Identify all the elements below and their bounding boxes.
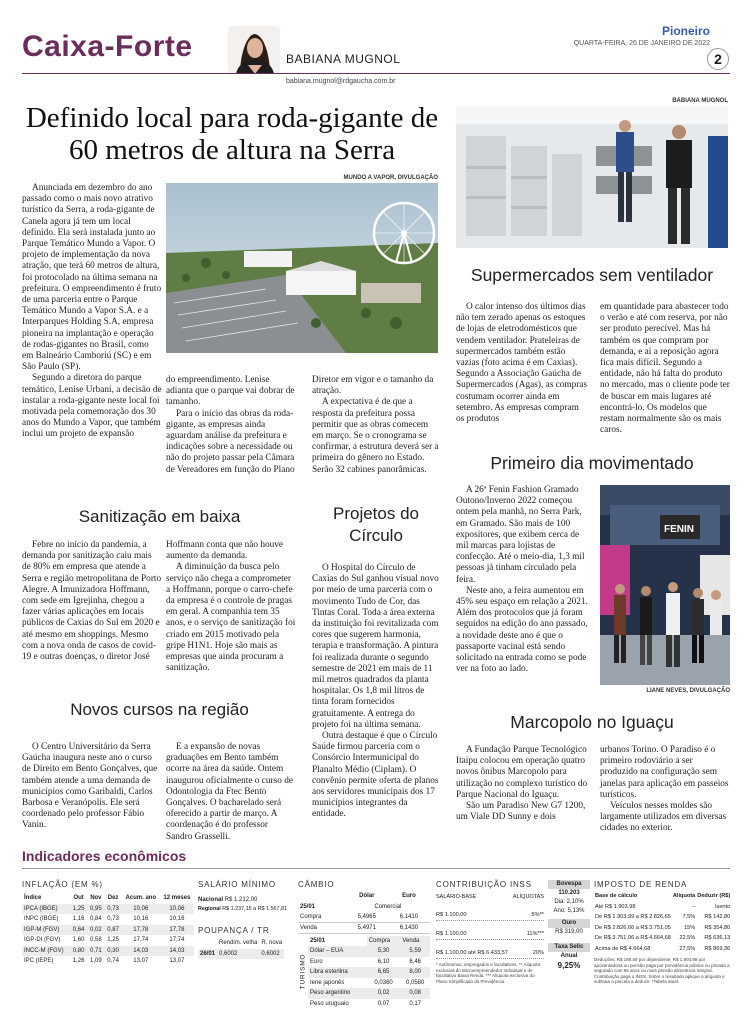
table-cell: 14,03	[160, 946, 194, 957]
table-cell: 0,02	[367, 988, 401, 999]
table-cell: 0,07	[377, 1000, 390, 1007]
columnist-email[interactable]: babiana.mugnol@rdgaucha.com.br	[286, 78, 396, 85]
paragraph: A Fundação Parque Tecnológico Itaipu colocou em operação quatro novos ônibus Marcopolo para utilização no complexo turístico do Parque Nacional do Iguaçu.	[456, 745, 588, 800]
table-cell: 5,4971	[357, 924, 376, 931]
table-cell: 10,16	[169, 916, 185, 923]
novos-cursos-headline: Novos cursos na região	[70, 700, 249, 719]
supermarket-shelves-photo	[456, 106, 728, 248]
inflation-table	[22, 893, 194, 967]
table-cell: 1,16	[72, 916, 85, 923]
inss-row	[436, 930, 544, 940]
paragraph: E a expansão de novas graduações em Bento também ocorre na área da saúde. Ontem inaugurou oficialmente o curso de Odontologia da Ftec Bento Gonçalves. O bacharelado será oferecido a partir de março. A coordenação é do professor Sandro Grasselli.	[166, 742, 294, 842]
table-cell: –	[692, 903, 696, 910]
masthead: Caixa-Forte	[22, 30, 193, 63]
table-row	[594, 923, 731, 934]
table-cell: 14,03	[122, 946, 160, 957]
table-cell: 22,5%	[679, 935, 696, 942]
table-row	[308, 988, 430, 999]
income-tax-box	[594, 880, 730, 985]
inss-salary-base: R$ 1.100,00	[436, 912, 467, 918]
table-header: Nov	[90, 895, 102, 902]
table-cell: 1,26	[72, 958, 85, 965]
photo-credit: MUNDO A VAPOR, DIVULGAÇÃO	[343, 175, 438, 181]
table-cell: IPCA (IBGE)	[22, 904, 70, 915]
table-cell: 0,80	[70, 946, 87, 957]
table-cell: 6,1430	[399, 924, 419, 931]
paragraph: do empreendimento. Lenise adianta que o parque vai dobrar de tamanho.	[166, 375, 295, 408]
table-cell: 13,07	[169, 958, 185, 965]
table-row	[22, 946, 194, 957]
table-header: 12 meses	[163, 895, 191, 902]
paragraph: urbanos Torino. O Paradiso é o primeiro rodoviário a ser produzido na configuração sem janelas para aplicação em passeios turísticos.	[600, 745, 729, 800]
table-cell: Peso uruguaio	[310, 1000, 349, 1007]
paragraph: A diminuição da busca pelo serviço não chega a comprometer a Hoffmann, porque o carro-chefe da empresa é o controle de pragas em geral. A companhia tem 35 anos, e o serviço de sanitização foi criado em 2015 motivado pela gripe H1N1. Hoje são mais as empresas que ainda procuram a sanitização.	[166, 562, 296, 674]
sanitizacao-column-2	[166, 540, 296, 674]
income-tax-title: IMPOSTO DE RENDA	[594, 880, 688, 889]
regional-wage: R$ 1.237,15 a R$ 1.567,81	[222, 906, 288, 912]
newspaper-brand: Pioneiro	[661, 24, 710, 38]
publication-date: QUARTA-FEIRA, 26 DE JANEIRO DE 2022	[573, 40, 710, 47]
table-cell: 6,1410	[399, 914, 419, 920]
marcopolo-headline: Marcopolo no Iguaçu	[510, 712, 674, 732]
sanitizacao-column-1	[22, 540, 162, 663]
bovespa-value: 110.203	[558, 890, 580, 896]
inflation-title: INFLAÇÃO (EM %)	[22, 880, 103, 889]
table-row	[308, 957, 430, 968]
savings-table	[198, 938, 284, 959]
table-header: Compra	[367, 936, 401, 947]
savings-title: POUPANÇA / TR	[198, 926, 270, 935]
table-cell: Peso argentino	[308, 988, 367, 999]
table-cell: R$ 354,80	[704, 924, 731, 931]
table-cell: 6,65	[367, 967, 401, 978]
exchange-commercial-table	[298, 891, 430, 934]
ferris-wheel-render-photo	[166, 183, 438, 353]
paragraph: São um Paradiso New G7 1200, um Viale DD Sunny e dois	[456, 801, 586, 823]
table-cell: Libra esterlina	[308, 967, 367, 978]
turismo-label: TURISMO	[299, 953, 307, 990]
paragraph: Febre no início da pandemia, a demanda por sanitização caiu mais de 80% em empresa que atende a Serra e região metropolitana de Porto Alegre. A Imunizadora Hoffmann, com sede em Igrejinha, chegou a fazer várias aplicações em locais públicos de Caxias do Sul em 2020 e até mesmo em shoppings. Mesmo com a nova onda de casos de covid-19 e outras doenças, o diretor José	[22, 540, 162, 663]
table-cell: Acima de R$ 4.664,68	[595, 945, 651, 952]
table-cell: 8,00	[400, 967, 430, 978]
table-cell: 5,30	[367, 946, 401, 957]
supermercados-column-1	[456, 302, 588, 425]
table-cell: De R$ 1.903,99 a R$ 2.826,65	[595, 914, 671, 921]
table-cell: 17,78	[122, 925, 160, 936]
selic-subtitle: Anual	[560, 953, 578, 959]
primeiro-dia-column	[456, 485, 592, 675]
table-header	[298, 891, 346, 902]
gold-title: Ouro	[548, 919, 590, 928]
inss-box	[436, 880, 544, 984]
columnist-photo	[228, 26, 280, 74]
table-cell: 0,02	[87, 925, 104, 936]
table-cell: 0,64	[70, 925, 87, 936]
table-header: Acum. ano	[125, 895, 157, 902]
paragraph: Diretor em vigor e o tamanho da atração.	[312, 375, 434, 397]
inss-salary-base: R$ 1.100,00 até R$ 6.433,57	[436, 950, 508, 956]
table-cell: 17,74	[169, 937, 185, 944]
novos-cursos-column-2	[166, 742, 296, 843]
header-divider	[22, 73, 730, 74]
bovespa-day: Dia: 2,10%	[554, 899, 584, 905]
table-row	[22, 904, 194, 915]
income-tax-notes: Deduções: R$ 189,59 por dependente, R$ 1.903,98 por aposentadoria ou pensão paga por previdência pública ou privada a segurado com 65 anos ou mais pensão alimentícia integral. Contribuição paga o INSS. Sobre o resultado aplique a alíquota e subtraia a parcela a deduzir. *Tabela atual.	[594, 957, 730, 984]
table-header: Venda	[400, 936, 430, 947]
table-cell: 10,06	[122, 904, 160, 915]
paragraph: Anunciada em dezembro do ano passado como o mais novo atrativo turístico da Serra, a roda-gigante de Canela agora já tem um local definido. Ela será instalada junto ao Parque Temático Mundo a Vapor. O projeto de implementação da nova atração, que terá 60 metros de altura, foi protocolado na última semana na prefeitura. O empreendimento é fruto de uma parceria entre o Parque Temático Mundo a Vapor S.A. e a Interparques Holding S.A, empresa pioneira na implantação e operação de rodas-gigantes no Brasil, como em Balneário Camboriú (SC) e em São Paulo (SP).	[22, 183, 162, 373]
paragraph: Veículos nesses moldes são largamente utilizados em diversas cidades no exterior.	[600, 801, 727, 834]
table-header: ALÍQUOTAS	[512, 894, 544, 900]
minimum-wage-title: SALÁRIO MÍNIMO	[198, 880, 276, 889]
table-cell: Venda	[300, 924, 318, 931]
table-cell: 0,0580	[406, 979, 425, 986]
main-headline: Definido local para roda-gigante de 60 metros de altura na Serra	[25, 102, 439, 166]
table-header: Índice	[24, 895, 42, 902]
sanitizacao-headline: Sanitização em baixa	[78, 507, 241, 526]
projetos-column	[312, 563, 440, 821]
table-header: Rendim. velha	[219, 940, 258, 947]
table-row	[594, 944, 731, 955]
table-cell: 0,71	[87, 946, 104, 957]
paragraph: A expectativa é de que a resposta da prefeitura possa permitir que as obras comecem em março. Se o cronograma se confirmar, a estrutura deverá ser a primeira do gênero no Estado. Serão 32 cabines panorâmicas.	[312, 397, 439, 475]
inss-rate: 20%	[532, 950, 544, 956]
paragraph: em quantidade para abastecer todo o verão e até com reserva, por não ser produto perecível. Mas há também os que compram por demanda, e aí a reposição agora fica mais difícil. Segundo a entidade, não há falta do produto no mercado, mas o cliente pode ter de buscar em mais lugares até encontrá-lo. Os modelos que restam normalmente são os mais caros.	[600, 302, 730, 436]
page-number: 2	[707, 48, 729, 70]
main-story-column-3	[312, 375, 440, 476]
table-row	[594, 933, 731, 944]
marcopolo-column-1	[456, 745, 588, 823]
inss-row	[436, 949, 544, 959]
table-row	[594, 912, 731, 923]
table-header	[198, 938, 217, 949]
minimum-wage-box	[198, 880, 293, 959]
table-header: 25/01	[310, 937, 326, 944]
table-row	[298, 923, 430, 934]
table-cell: 0,6002	[219, 950, 238, 957]
table-cell: 0,30	[104, 946, 121, 957]
indicators-divider	[22, 868, 730, 869]
photo-credit: LIANE NEVES, DIVULGAÇÃO	[646, 688, 730, 694]
projetos-headline: Projetos do Círculo	[333, 504, 419, 545]
table-row	[298, 912, 430, 923]
table-cell: R$ 142,80	[704, 914, 731, 921]
table-cell: R$ 636,13	[704, 935, 731, 942]
table-header: Dólar	[359, 893, 375, 900]
table-cell: 27,5%	[679, 945, 696, 952]
table-cell: De R$ 3.751,06 a R$ 4.664,68	[595, 935, 671, 942]
table-cell: 0,84	[90, 916, 102, 923]
primeiro-dia-headline: Primeiro dia movimentado	[490, 453, 694, 473]
table-cell: 15%	[684, 924, 696, 931]
table-row	[22, 925, 194, 936]
table-header: SALÁRIO-BASE	[436, 894, 477, 900]
paragraph: A 26ª Fenin Fashion Gramado Outono/Inverno 2022 começou ontem pela manhã, no Serra Park, em Gramado. São mais de 100 expositores, que exibem cerca de mil marcas para lojistas de confecção. Até o meio-dia, 1,3 mil pessoas já tinham circulado pela feira.	[456, 485, 585, 585]
exchange-box	[298, 880, 430, 1009]
table-cell: 5,59	[400, 946, 430, 957]
table-cell: Euro	[310, 958, 323, 965]
table-cell: 0,73	[104, 904, 121, 915]
exchange-title: CÂMBIO	[298, 880, 335, 889]
national-label: Nacional	[198, 897, 224, 903]
table-cell: 7,5%	[682, 914, 696, 921]
paragraph: Hoffmann conta que não houve aumento da demanda.	[166, 540, 284, 562]
table-cell: 0,17	[409, 1000, 422, 1007]
table-cell: IGP-M (FGV)	[22, 925, 70, 936]
table-cell: Comercial	[374, 903, 402, 910]
paragraph: Neste ano, a feira aumentou em 45% seu espaço em relação a 2021. Além dos protocolos que já foram seguidos na edição do ano passado, a novidade deste ano é que o passaporte vacinal está sendo solicitado na entrada como se pode ver na foto ao lado.	[456, 585, 588, 675]
novos-cursos-column-1	[22, 742, 162, 832]
bovespa-year: Ano: 5,13%	[553, 908, 585, 914]
table-cell: 0,6002	[261, 950, 280, 957]
marcopolo-column-2	[600, 745, 730, 835]
table-cell: Compra	[300, 914, 322, 920]
table-header: Euro	[402, 893, 416, 900]
inss-rate: 5%**	[531, 912, 544, 918]
table-row	[308, 967, 430, 978]
inflation-box	[22, 880, 194, 967]
table-cell: Isento	[714, 903, 731, 910]
selic-value: 9,25%	[557, 961, 581, 970]
exchange-tourism-table	[308, 936, 430, 1010]
table-cell: 0,73	[107, 916, 119, 923]
photo-credit: BABIANA MUGNOL	[672, 98, 728, 104]
paragraph: O Hospital do Círculo de Caxias do Sul ganhou visual novo por meio de uma parceria com o movimento Tudo de Cor, das Tintas Coral. Toda a área externa da instituição foi revitalizada com cores que sugerem harmonia, terapia e transformação. A pintura foi realizada durante o segundo semestre de 2021 em mais de 11 mil metros quadrados da planta hospitalar. Os 1,8 mil litros de tinta foram fornecidos gratuitamente. A entrega do projeto foi na última semana.	[312, 563, 439, 730]
table-cell: IPC (IEPE)	[24, 958, 54, 965]
table-cell: 0,58	[90, 937, 102, 944]
table-cell: IGP-DI (FGV)	[24, 937, 61, 944]
paragraph: O Centro Universitário da Serra Gaúcha inaugura neste ano o curso de Direito em Bento Gonçalves, que também atende a uma demanda de municípios como Garibaldi, Carlos Barbosa e Veranópolis. Ele será coordenado pelo professor Fábio Vanin.	[22, 742, 158, 831]
table-header: Base de cálculo	[595, 893, 638, 900]
table-cell: R$ 869,36	[704, 945, 731, 952]
table-cell: 0,74	[107, 958, 119, 965]
indicators-title: Indicadores econômicos	[22, 848, 187, 864]
table-header: Out	[73, 895, 84, 902]
table-cell: 0,0360	[374, 979, 393, 986]
paragraph: Outra destaque é que o Círculo Saúde firmou parceria com o Consórcio Intermunicipal do Planalto Médio (Ciplam). O convênio permite oferta de planos aos servidores municipais dos 17 municípios integrantes da entidade.	[312, 731, 439, 820]
table-cell: 25/01	[300, 903, 316, 910]
paragraph: Para o início das obras da roda-gigante, as empresas ainda aguardam análise da prefeitura e indicações sobre a necessidade ou não do projeto passar pela Câmara de Vereadores em função do Plano	[166, 408, 295, 475]
fenin-sign: FENIN	[664, 524, 694, 535]
main-story-column-1	[22, 183, 162, 441]
table-header-row	[22, 893, 194, 904]
supermercados-headline: Supermercados sem ventilador	[470, 265, 714, 285]
table-row	[22, 956, 194, 967]
gold-value: R$ 319,00	[555, 929, 583, 935]
table-cell: 17,74	[133, 937, 149, 944]
main-story-column-2	[166, 375, 296, 476]
income-tax-table	[594, 891, 731, 954]
table-cell: Até R$ 1.903,98	[595, 903, 636, 910]
table-header: R. nova	[261, 940, 283, 947]
inss-title: CONTRIBUIÇÃO INSS	[436, 880, 532, 889]
table-cell: 0,87	[104, 925, 121, 936]
market-box	[548, 880, 590, 970]
table-cell: 1,25	[107, 937, 119, 944]
table-header: Dez	[107, 895, 119, 902]
table-cell: 0,95	[87, 904, 104, 915]
bovespa-title: Bovespa	[548, 880, 590, 889]
inss-notes: * Autônomos, empregados e facultativos. ** Alíquota exclusiva do Microempreendedor Individual e de facultativo Baixa Renda. *** Alíquota exclusiva do Plano Simplificado da Previdência.	[436, 962, 541, 984]
table-cell: 1,25	[70, 904, 87, 915]
table-cell: 6,10	[377, 958, 390, 965]
inss-salary-base: R$ 1.100,00	[436, 931, 467, 937]
table-row	[308, 946, 430, 957]
table-cell: 26/01	[200, 950, 216, 957]
table-header: Alíquota	[672, 893, 696, 900]
national-wage: R$ 1.212,00	[224, 897, 258, 903]
paragraph: Segundo a diretora do parque temático, Lenise Urbani, a decisão de instalar a roda-gigante neste local foi motivada pela comemoração dos 30 anos do Mundo a Vapor, que também inclui um projeto de expansão	[22, 373, 162, 440]
inss-rate: 11%***	[526, 931, 544, 937]
table-cell: Dólar – EUA	[308, 946, 367, 957]
table-row	[22, 935, 194, 946]
table-row	[308, 999, 430, 1010]
table-cell: 1,60	[72, 937, 85, 944]
selic-title: Taxa Selic	[548, 943, 590, 952]
fenin-fair-photo	[600, 485, 730, 685]
table-row	[22, 914, 194, 925]
table-row	[308, 978, 430, 989]
table-cell: 13,07	[133, 958, 149, 965]
table-cell: Iene japonês	[310, 979, 345, 986]
regional-label: Regional	[198, 906, 221, 912]
table-cell: 10,06	[160, 904, 194, 915]
table-cell: 17,78	[160, 925, 194, 936]
table-cell: 6,46	[409, 958, 422, 965]
paragraph: O calor intenso dos últimos dias não tem zerado apenas os estoques de lojas de eletrodomésticos que vendem ventilador. Prateleiras de supermercados também estão vazias (foto acima é em Caxias). Segundo a Associação Gaúcha de Supermercados (Agas), as compras costumam ocorrer ainda em setembro. As empresas compram os produtos	[456, 302, 588, 425]
table-cell: INPC (IBGE)	[24, 916, 59, 923]
table-cell: 5,4965	[357, 914, 376, 920]
table-cell: De R$ 2.826,66 a R$ 3.751,05	[595, 924, 671, 931]
table-header: Deduzir (R$)	[697, 893, 731, 900]
table-cell: 10,16	[133, 916, 149, 923]
table-cell: 1,09	[90, 958, 102, 965]
table-cell: INCC-M (FGV)	[22, 946, 70, 957]
table-row	[594, 902, 731, 913]
inss-row	[436, 911, 544, 921]
table-cell: 0,08	[400, 988, 430, 999]
supermercados-column-2	[600, 302, 730, 436]
columnist-name: BABIANA MUGNOL	[286, 52, 401, 66]
